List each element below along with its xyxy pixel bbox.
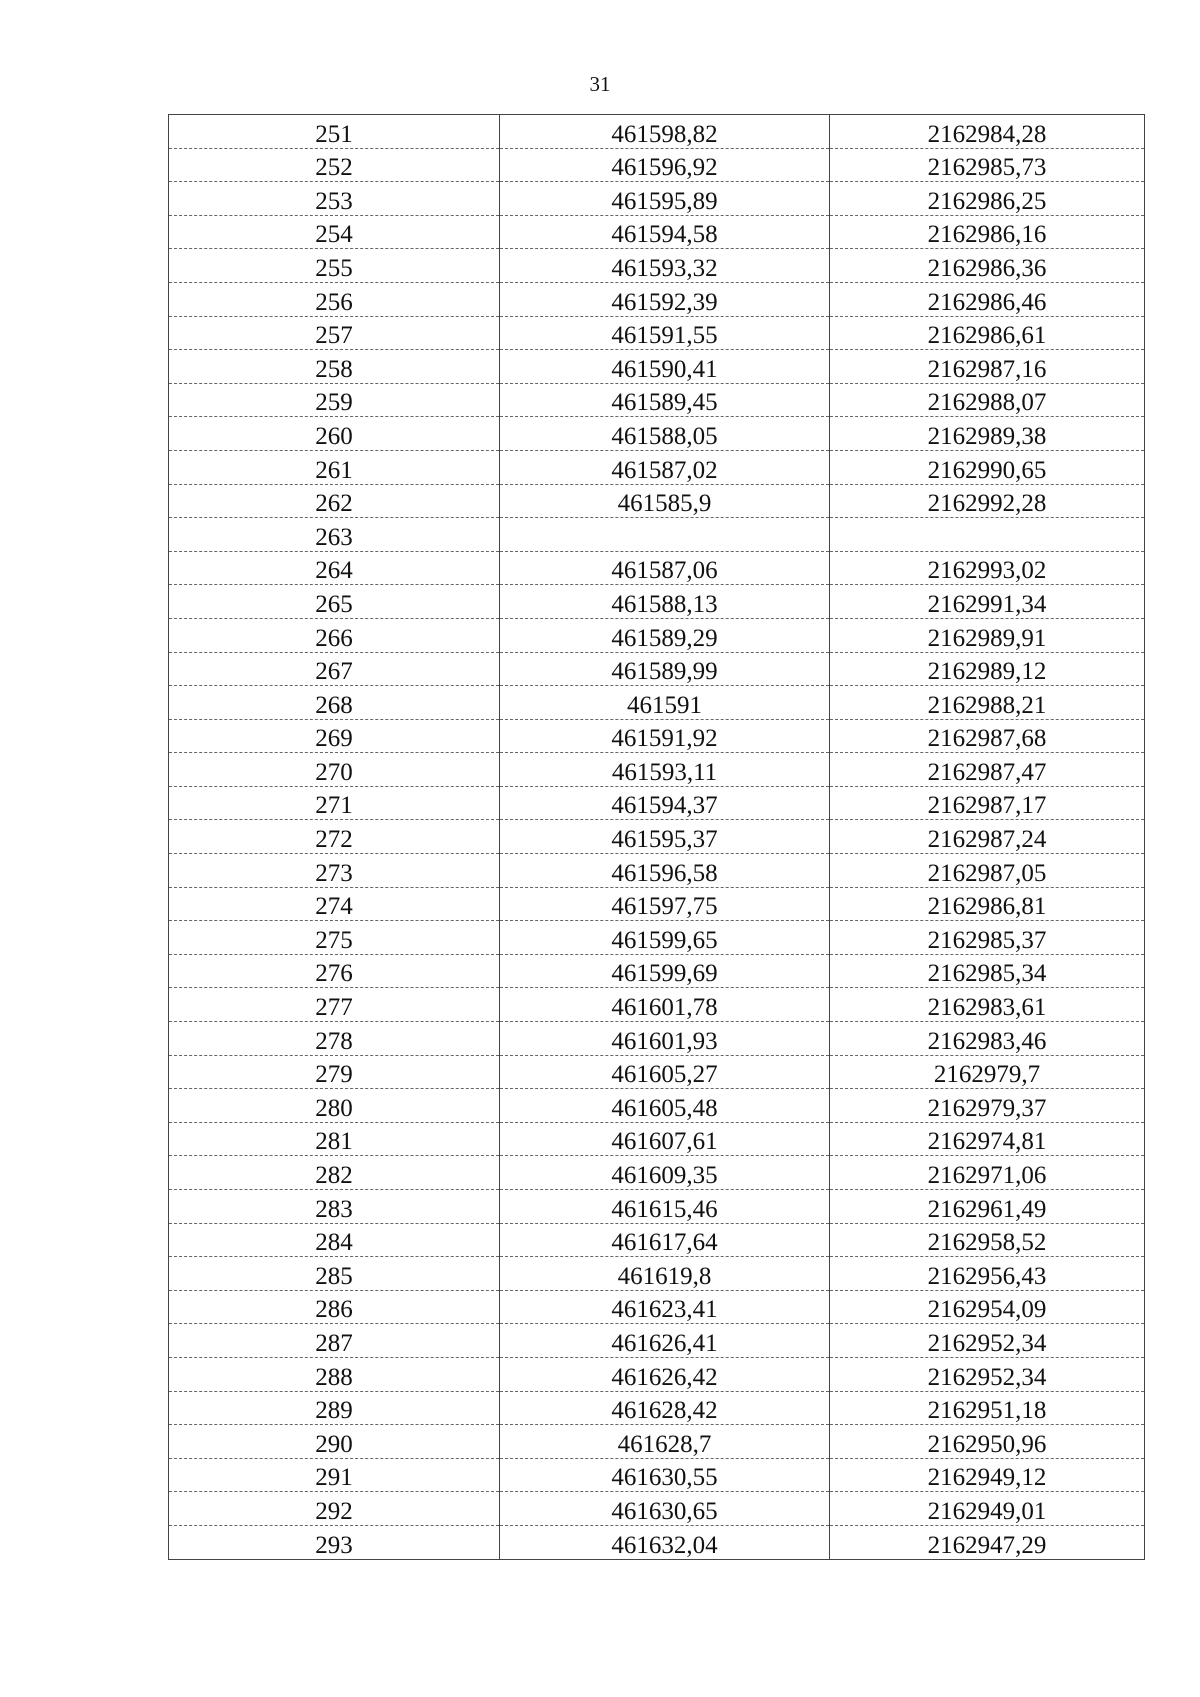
x-coordinate-cell: 461601,78: [500, 988, 830, 1022]
table-row: [169, 1492, 1145, 1526]
table-row: [169, 1357, 1145, 1391]
point-number-cell: 276: [169, 954, 500, 988]
x-coordinate-cell: 461605,48: [500, 1089, 830, 1123]
x-coordinate-cell: 461605,27: [500, 1055, 830, 1089]
point-number-cell: 253: [169, 182, 500, 216]
point-number-cell: 290: [169, 1425, 500, 1459]
y-coordinate-cell: 2162947,29: [830, 1525, 1145, 1559]
x-coordinate-cell: 461591: [500, 686, 830, 720]
table-row: [169, 786, 1145, 820]
point-number-cell: 265: [169, 585, 500, 619]
table-row: [169, 1324, 1145, 1358]
y-coordinate-cell: 2162951,18: [830, 1391, 1145, 1425]
y-coordinate-cell: 2162987,68: [830, 719, 1145, 753]
table-row: [169, 854, 1145, 888]
x-coordinate-cell: 461601,93: [500, 1022, 830, 1056]
table-row: [169, 753, 1145, 787]
x-coordinate-cell: 461623,41: [500, 1290, 830, 1324]
point-number-cell: 275: [169, 921, 500, 955]
point-number-cell: 274: [169, 887, 500, 921]
x-coordinate-cell: 461598,82: [500, 115, 830, 149]
x-coordinate-cell: 461589,99: [500, 652, 830, 686]
point-number-cell: 269: [169, 719, 500, 753]
y-coordinate-cell: [830, 518, 1145, 552]
table-row: [169, 1391, 1145, 1425]
point-number-cell: 278: [169, 1022, 500, 1056]
coordinates-table: [168, 114, 1145, 1560]
point-number-cell: 289: [169, 1391, 500, 1425]
x-coordinate-cell: 461597,75: [500, 887, 830, 921]
table-row: [169, 719, 1145, 753]
point-number-cell: 268: [169, 686, 500, 720]
y-coordinate-cell: 2162958,52: [830, 1223, 1145, 1257]
point-number-cell: 262: [169, 484, 500, 518]
point-number-cell: 271: [169, 786, 500, 820]
point-number-cell: 251: [169, 115, 500, 149]
y-coordinate-cell: 2162950,96: [830, 1425, 1145, 1459]
point-number-cell: 286: [169, 1290, 500, 1324]
table-row: [169, 585, 1145, 619]
x-coordinate-cell: 461617,64: [500, 1223, 830, 1257]
x-coordinate-cell: 461595,89: [500, 182, 830, 216]
x-coordinate-cell: 461626,42: [500, 1357, 830, 1391]
y-coordinate-cell: 2162987,16: [830, 350, 1145, 384]
x-coordinate-cell: 461626,41: [500, 1324, 830, 1358]
x-coordinate-cell: 461596,92: [500, 148, 830, 182]
point-number-cell: 263: [169, 518, 500, 552]
x-coordinate-cell: 461619,8: [500, 1257, 830, 1291]
table-row: [169, 988, 1145, 1022]
y-coordinate-cell: 2162983,61: [830, 988, 1145, 1022]
table-row: [169, 417, 1145, 451]
point-number-cell: 266: [169, 618, 500, 652]
x-coordinate-cell: 461593,11: [500, 753, 830, 787]
table-row: [169, 820, 1145, 854]
y-coordinate-cell: 2162949,01: [830, 1492, 1145, 1526]
table-row: [169, 1122, 1145, 1156]
table-row: [169, 1458, 1145, 1492]
table-row: [169, 954, 1145, 988]
point-number-cell: 291: [169, 1458, 500, 1492]
table-row: [169, 1190, 1145, 1224]
table-row: [169, 215, 1145, 249]
y-coordinate-cell: 2162989,91: [830, 618, 1145, 652]
y-coordinate-cell: 2162979,7: [830, 1055, 1145, 1089]
table-row: [169, 551, 1145, 585]
x-coordinate-cell: 461607,61: [500, 1122, 830, 1156]
table-row: [169, 350, 1145, 384]
point-number-cell: 285: [169, 1257, 500, 1291]
x-coordinate-cell: 461588,05: [500, 417, 830, 451]
point-number-cell: 272: [169, 820, 500, 854]
x-coordinate-cell: 461599,69: [500, 954, 830, 988]
point-number-cell: 260: [169, 417, 500, 451]
y-coordinate-cell: 2162992,28: [830, 484, 1145, 518]
y-coordinate-cell: 2162987,17: [830, 786, 1145, 820]
table-row: [169, 1089, 1145, 1123]
x-coordinate-cell: 461591,55: [500, 316, 830, 350]
y-coordinate-cell: 2162986,81: [830, 887, 1145, 921]
table-row: [169, 652, 1145, 686]
y-coordinate-cell: 2162988,21: [830, 686, 1145, 720]
x-coordinate-cell: 461592,39: [500, 282, 830, 316]
table-row: [169, 1290, 1145, 1324]
point-number-cell: 264: [169, 551, 500, 585]
y-coordinate-cell: 2162987,05: [830, 854, 1145, 888]
y-coordinate-cell: 2162949,12: [830, 1458, 1145, 1492]
table-row: [169, 1425, 1145, 1459]
y-coordinate-cell: 2162985,34: [830, 954, 1145, 988]
x-coordinate-cell: 461585,9: [500, 484, 830, 518]
y-coordinate-cell: 2162990,65: [830, 450, 1145, 484]
y-coordinate-cell: 2162954,09: [830, 1290, 1145, 1324]
x-coordinate-cell: 461615,46: [500, 1190, 830, 1224]
y-coordinate-cell: 2162987,24: [830, 820, 1145, 854]
point-number-cell: 261: [169, 450, 500, 484]
y-coordinate-cell: 2162971,06: [830, 1156, 1145, 1190]
point-number-cell: 257: [169, 316, 500, 350]
point-number-cell: 288: [169, 1357, 500, 1391]
y-coordinate-cell: 2162986,25: [830, 182, 1145, 216]
point-number-cell: 270: [169, 753, 500, 787]
point-number-cell: 259: [169, 383, 500, 417]
table-row: [169, 887, 1145, 921]
point-number-cell: 267: [169, 652, 500, 686]
table-row: [169, 1022, 1145, 1056]
y-coordinate-cell: 2162989,38: [830, 417, 1145, 451]
coordinates-table-body: [169, 115, 1145, 1560]
y-coordinate-cell: 2162989,12: [830, 652, 1145, 686]
point-number-cell: 293: [169, 1525, 500, 1559]
point-number-cell: 281: [169, 1122, 500, 1156]
table-row: [169, 1055, 1145, 1089]
table-row: [169, 115, 1145, 149]
y-coordinate-cell: 2162987,47: [830, 753, 1145, 787]
x-coordinate-cell: [500, 518, 830, 552]
y-coordinate-cell: 2162985,73: [830, 148, 1145, 182]
table-row: [169, 383, 1145, 417]
y-coordinate-cell: 2162979,37: [830, 1089, 1145, 1123]
table-row: [169, 282, 1145, 316]
x-coordinate-cell: 461587,02: [500, 450, 830, 484]
x-coordinate-cell: 461593,32: [500, 249, 830, 283]
y-coordinate-cell: 2162986,61: [830, 316, 1145, 350]
point-number-cell: 292: [169, 1492, 500, 1526]
x-coordinate-cell: 461599,65: [500, 921, 830, 955]
table-row: [169, 518, 1145, 552]
y-coordinate-cell: 2162952,34: [830, 1324, 1145, 1358]
x-coordinate-cell: 461632,04: [500, 1525, 830, 1559]
y-coordinate-cell: 2162985,37: [830, 921, 1145, 955]
x-coordinate-cell: 461590,41: [500, 350, 830, 384]
point-number-cell: 258: [169, 350, 500, 384]
x-coordinate-cell: 461630,65: [500, 1492, 830, 1526]
point-number-cell: 282: [169, 1156, 500, 1190]
y-coordinate-cell: 2162986,46: [830, 282, 1145, 316]
y-coordinate-cell: 2162983,46: [830, 1022, 1145, 1056]
y-coordinate-cell: 2162984,28: [830, 115, 1145, 149]
x-coordinate-cell: 461595,37: [500, 820, 830, 854]
point-number-cell: 256: [169, 282, 500, 316]
y-coordinate-cell: 2162956,43: [830, 1257, 1145, 1291]
point-number-cell: 273: [169, 854, 500, 888]
x-coordinate-cell: 461609,35: [500, 1156, 830, 1190]
x-coordinate-cell: 461628,42: [500, 1391, 830, 1425]
table-row: [169, 148, 1145, 182]
table-row: [169, 316, 1145, 350]
table-row: [169, 450, 1145, 484]
point-number-cell: 252: [169, 148, 500, 182]
y-coordinate-cell: 2162991,34: [830, 585, 1145, 619]
table-row: [169, 249, 1145, 283]
point-number-cell: 279: [169, 1055, 500, 1089]
table-row: [169, 686, 1145, 720]
y-coordinate-cell: 2162988,07: [830, 383, 1145, 417]
x-coordinate-cell: 461591,92: [500, 719, 830, 753]
point-number-cell: 255: [169, 249, 500, 283]
y-coordinate-cell: 2162974,81: [830, 1122, 1145, 1156]
table-row: [169, 1223, 1145, 1257]
x-coordinate-cell: 461588,13: [500, 585, 830, 619]
y-coordinate-cell: 2162993,02: [830, 551, 1145, 585]
point-number-cell: 287: [169, 1324, 500, 1358]
page-number: 31: [589, 72, 611, 96]
y-coordinate-cell: 2162986,16: [830, 215, 1145, 249]
x-coordinate-cell: 461630,55: [500, 1458, 830, 1492]
x-coordinate-cell: 461596,58: [500, 854, 830, 888]
table-row: [169, 618, 1145, 652]
y-coordinate-cell: 2162961,49: [830, 1190, 1145, 1224]
point-number-cell: 254: [169, 215, 500, 249]
x-coordinate-cell: 461589,45: [500, 383, 830, 417]
y-coordinate-cell: 2162986,36: [830, 249, 1145, 283]
table-row: [169, 1257, 1145, 1291]
table-row: [169, 484, 1145, 518]
table-row: [169, 182, 1145, 216]
table-row: [169, 1525, 1145, 1559]
x-coordinate-cell: 461628,7: [500, 1425, 830, 1459]
point-number-cell: 283: [169, 1190, 500, 1224]
point-number-cell: 277: [169, 988, 500, 1022]
y-coordinate-cell: 2162952,34: [830, 1357, 1145, 1391]
x-coordinate-cell: 461589,29: [500, 618, 830, 652]
point-number-cell: 280: [169, 1089, 500, 1123]
point-number-cell: 284: [169, 1223, 500, 1257]
x-coordinate-cell: 461587,06: [500, 551, 830, 585]
table-row: [169, 1156, 1145, 1190]
x-coordinate-cell: 461594,37: [500, 786, 830, 820]
x-coordinate-cell: 461594,58: [500, 215, 830, 249]
table-row: [169, 921, 1145, 955]
